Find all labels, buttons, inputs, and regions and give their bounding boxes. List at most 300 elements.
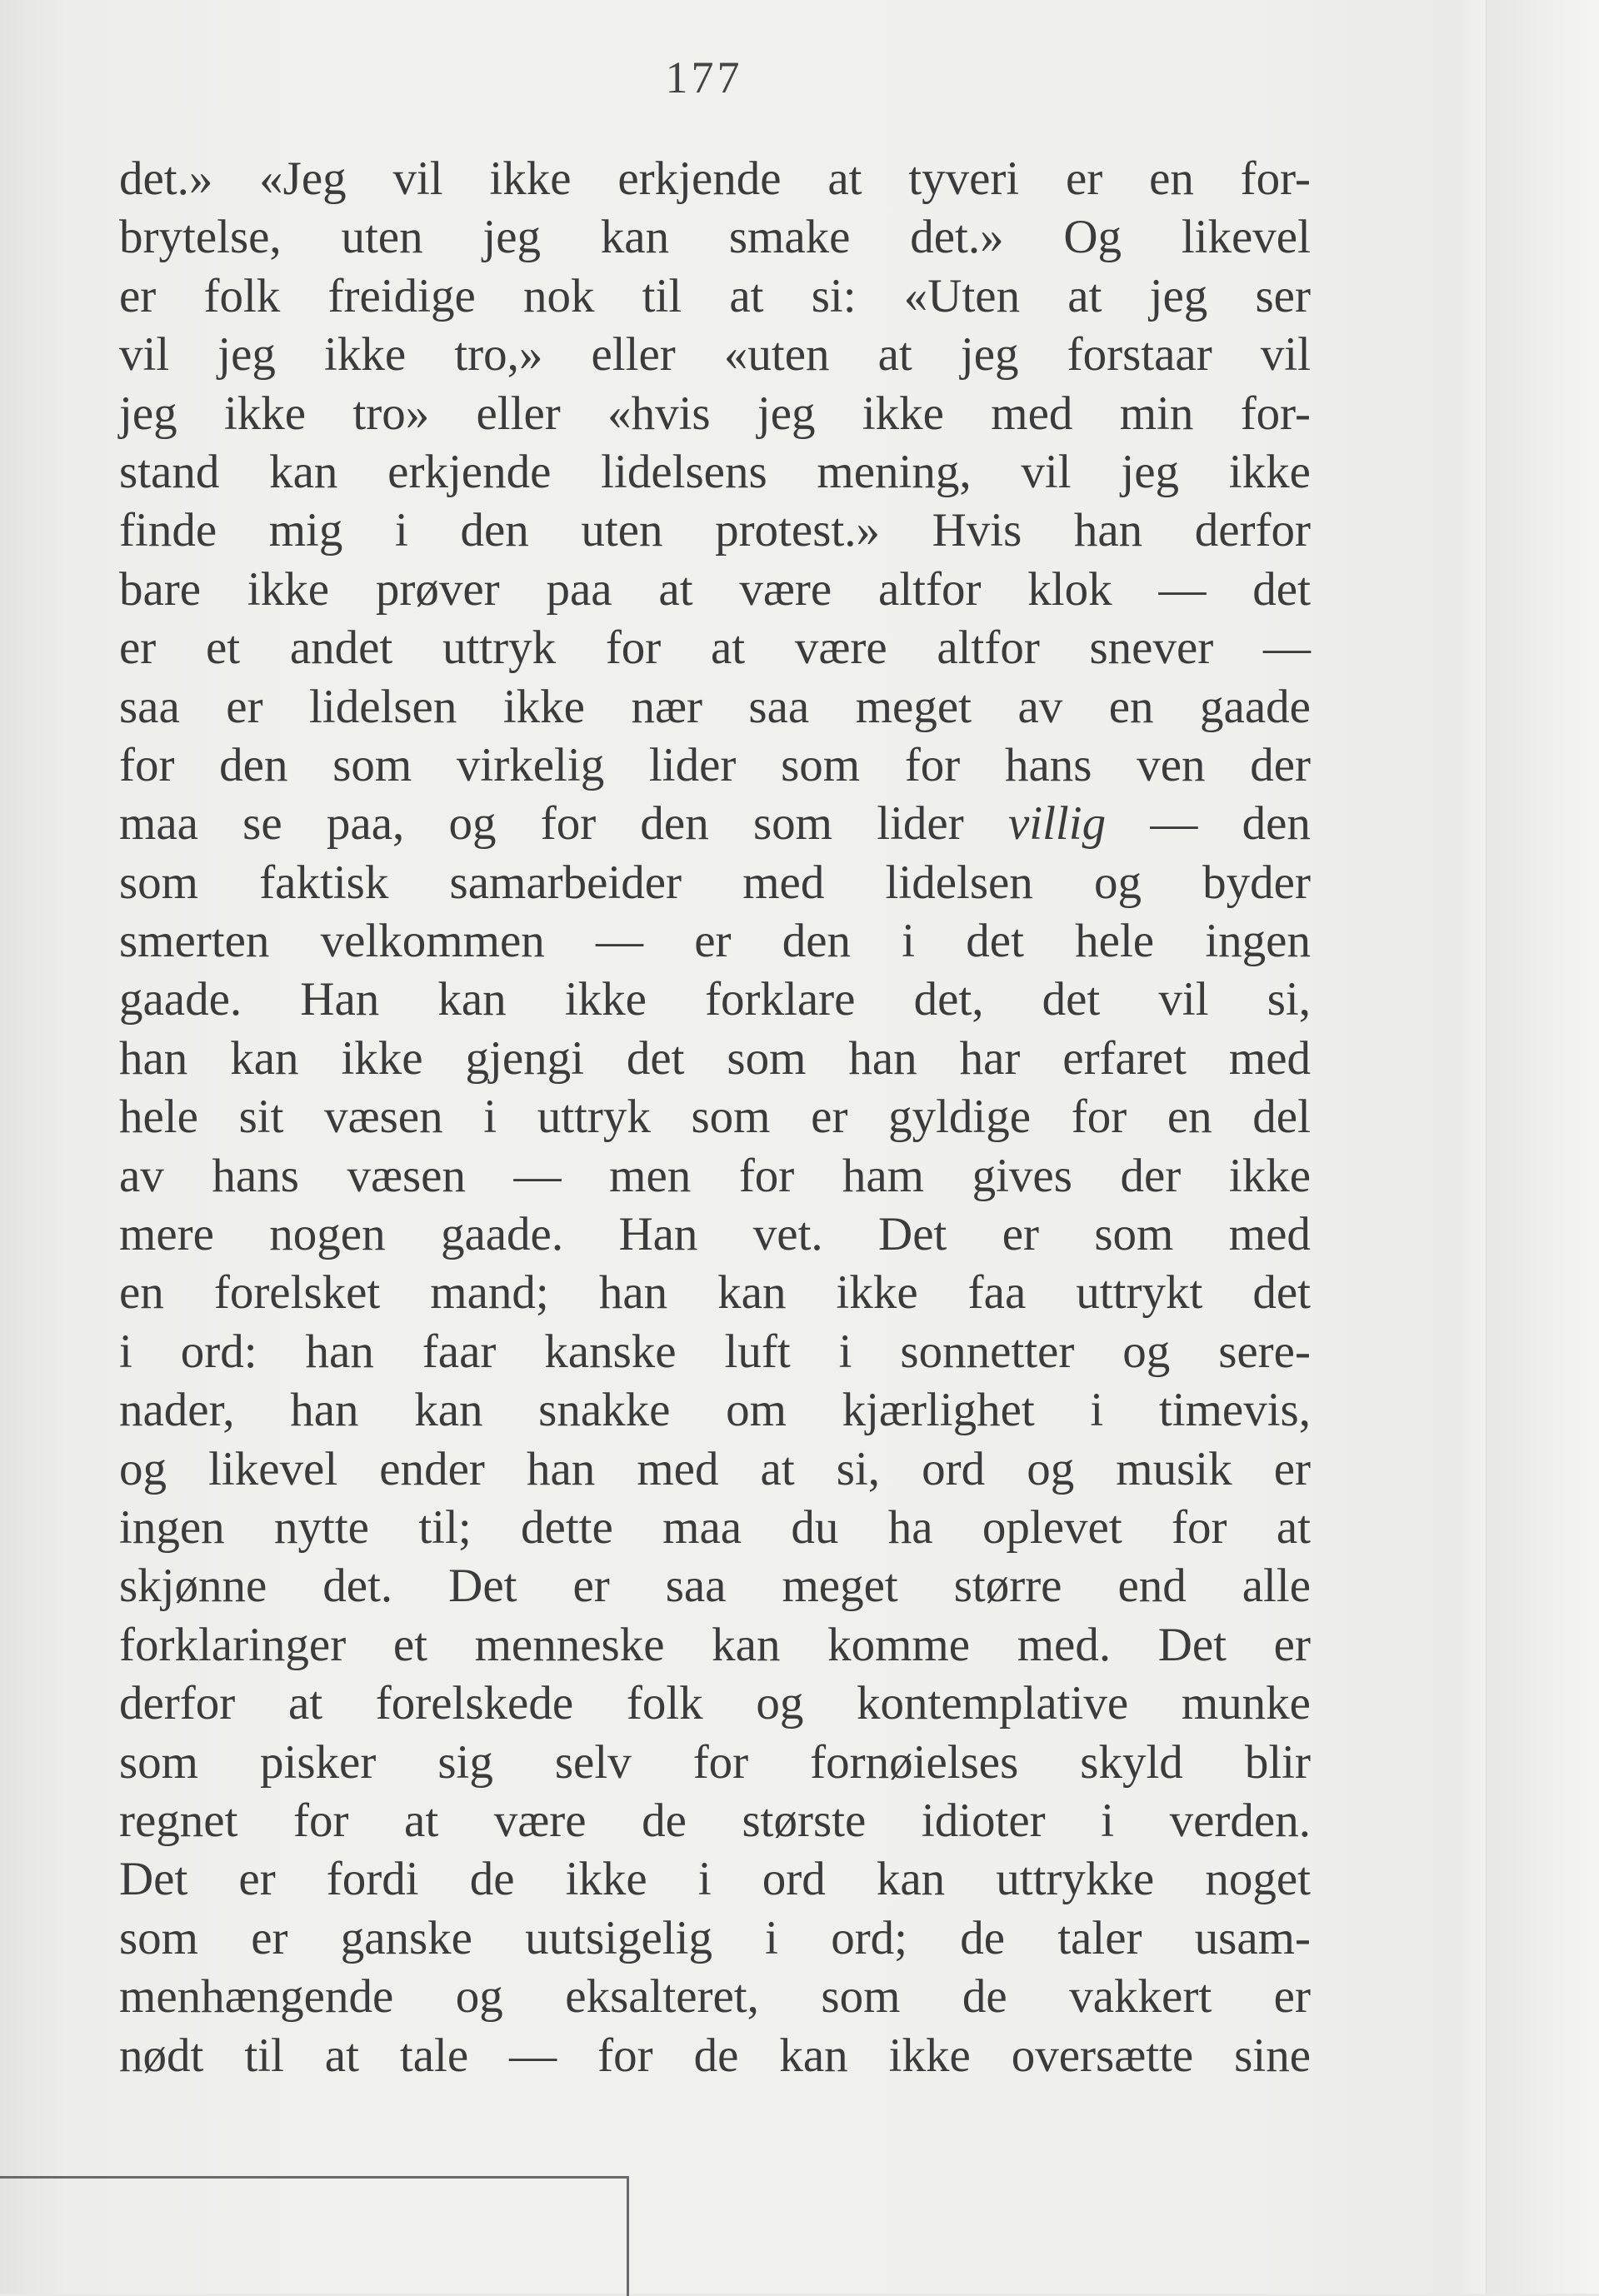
word: Det: [119, 1853, 188, 1906]
word: ord:: [180, 1325, 257, 1378]
word: gaade.: [440, 1208, 564, 1261]
word: er: [238, 1853, 276, 1906]
word: kontemplative: [857, 1677, 1129, 1730]
word: største: [742, 1794, 867, 1847]
word: den: [460, 504, 529, 557]
word: ikke: [489, 152, 572, 205]
word: —: [509, 2029, 557, 2082]
text-line: [119, 1440, 1311, 1499]
word: for: [605, 621, 662, 675]
word: er: [1066, 152, 1103, 205]
word: med: [1228, 1031, 1311, 1085]
word: skyld: [1080, 1735, 1183, 1789]
word: derfor: [1194, 504, 1311, 557]
word: og: [455, 1970, 503, 2024]
word: som: [332, 738, 412, 791]
word: en: [1149, 152, 1194, 205]
text-line: [119, 1147, 1311, 1205]
text-line: [119, 854, 1311, 912]
word: forelskede: [375, 1677, 574, 1730]
word: han: [1073, 504, 1143, 557]
word: maa: [119, 797, 198, 851]
word: som: [752, 797, 832, 851]
word: at: [1276, 1500, 1311, 1554]
text-line: [119, 1088, 1311, 1146]
word: prøver: [375, 562, 500, 616]
word: er: [1273, 1442, 1311, 1495]
text-line: [119, 971, 1311, 1029]
word: uttryk: [537, 1091, 651, 1144]
word: Hvis: [932, 504, 1022, 557]
word: uttrykke: [996, 1853, 1155, 1906]
word: ikke: [247, 562, 330, 616]
word: du: [791, 1500, 839, 1554]
word: ha: [887, 1500, 933, 1554]
word: for: [119, 738, 175, 791]
word: for-: [1240, 387, 1311, 440]
word: det.»: [910, 211, 1004, 264]
word: jeg: [1121, 445, 1179, 498]
word: —: [1150, 797, 1198, 851]
word: er: [572, 1560, 610, 1613]
word: vil: [1158, 973, 1209, 1026]
word: erkjende: [387, 445, 552, 498]
word: for: [692, 1735, 749, 1789]
word: folk: [203, 269, 281, 322]
word: kan: [600, 211, 670, 264]
word: han: [526, 1442, 596, 1495]
word: i: [697, 1853, 712, 1906]
word: vakkert: [1069, 1970, 1212, 2024]
word: være: [794, 621, 887, 675]
word: hele: [1075, 915, 1155, 968]
word: Det: [878, 1208, 947, 1261]
word: kan: [712, 1618, 781, 1671]
word: uten: [341, 211, 423, 264]
word: de: [962, 1970, 1007, 2024]
text-line: [119, 736, 1311, 795]
page-edge: [1486, 0, 1599, 2294]
word: ikke: [862, 387, 944, 440]
word: ord: [922, 1442, 986, 1495]
word: Han: [300, 973, 380, 1026]
word: ganske: [340, 1911, 472, 1964]
word: oplevet: [982, 1500, 1122, 1554]
word: lidelsens: [601, 445, 767, 498]
word: villig: [1007, 797, 1107, 851]
word: med: [991, 387, 1073, 440]
word: si,: [1267, 973, 1311, 1026]
word: ikke: [341, 1031, 423, 1085]
word: kan: [414, 1384, 483, 1437]
word: saa: [119, 680, 180, 733]
word: sig: [437, 1735, 493, 1789]
word: den: [782, 915, 852, 968]
word: av: [1017, 680, 1063, 733]
word: sere-: [1218, 1325, 1311, 1378]
word: blir: [1244, 1735, 1311, 1789]
word: kanske: [544, 1325, 677, 1378]
word: jeg: [1149, 269, 1208, 322]
word: smake: [728, 211, 851, 264]
word: dette: [521, 1500, 613, 1554]
word: klok: [1027, 562, 1112, 616]
word: at: [324, 2029, 359, 2082]
word: ingen: [119, 1500, 225, 1554]
word: mig: [268, 504, 343, 557]
word: finde: [119, 504, 217, 557]
word: i: [395, 504, 408, 557]
word: og: [756, 1677, 804, 1730]
word: —: [1262, 621, 1311, 675]
word: de: [642, 1794, 687, 1847]
word: til: [642, 269, 682, 322]
word: at: [287, 1677, 323, 1730]
page-number: 177: [665, 52, 743, 102]
word: mand;: [430, 1266, 549, 1320]
word: uttryk: [442, 621, 557, 675]
text-line: [119, 1499, 1311, 1557]
word: de: [469, 1853, 515, 1906]
text-line: [119, 326, 1311, 384]
word: ikke: [565, 1853, 647, 1906]
word: hele: [119, 1091, 198, 1144]
word: tro,»: [454, 328, 543, 382]
word: til;: [418, 1500, 472, 1554]
word: tro»: [352, 387, 430, 440]
word: som: [821, 1970, 901, 2024]
word: «Jeg: [259, 152, 347, 205]
word: si:: [811, 269, 857, 322]
word: vil: [392, 152, 443, 205]
word: saa: [748, 680, 810, 733]
word: vet.: [752, 1208, 823, 1261]
word: i: [483, 1091, 497, 1144]
text-line: [119, 1792, 1311, 1850]
word: likevel: [1181, 211, 1311, 264]
word: nok: [522, 269, 595, 322]
word: er: [119, 621, 157, 675]
word: det: [1252, 1266, 1311, 1320]
word: oversætte: [1011, 2029, 1194, 2082]
word: jeg: [960, 328, 1019, 382]
word: fornøielses: [810, 1735, 1019, 1789]
text-line: [119, 208, 1311, 267]
word: mening,: [817, 445, 972, 498]
word: av: [119, 1149, 164, 1202]
word: vil: [119, 328, 170, 382]
word: lidelsen: [885, 856, 1033, 909]
word: et: [205, 621, 241, 675]
word: med: [637, 1442, 719, 1495]
word: «Uten: [903, 269, 1021, 322]
word: jeg: [119, 387, 177, 440]
word: uutsigelig: [525, 1911, 712, 1964]
word: menhængende: [119, 1970, 394, 2024]
word: er: [119, 269, 157, 322]
word: det: [626, 1031, 685, 1085]
text-line: [119, 1264, 1311, 1322]
word: i: [119, 1325, 132, 1378]
text-line: [119, 1909, 1311, 1968]
word: tale: [399, 2029, 469, 2082]
word: erkjende: [617, 152, 782, 205]
word: ikke: [888, 2029, 971, 2082]
word: eller: [591, 328, 676, 382]
word: folk: [626, 1677, 703, 1730]
word: altfor: [878, 562, 982, 616]
word: væsen: [347, 1149, 466, 1202]
word: en: [119, 1266, 164, 1320]
word: for: [738, 1149, 795, 1202]
word: samarbeider: [449, 856, 682, 909]
word: at: [711, 621, 746, 675]
word: faktisk: [259, 856, 389, 909]
word: større: [953, 1560, 1062, 1613]
word: nær: [631, 680, 702, 733]
word: maa: [662, 1500, 742, 1554]
text-line: [119, 1381, 1311, 1440]
word: fordi: [326, 1853, 419, 1906]
word: jeg: [757, 387, 816, 440]
text-line: [119, 1205, 1311, 1264]
word: —: [595, 915, 643, 968]
word: stand: [119, 445, 220, 498]
word: og: [1122, 1325, 1171, 1378]
word: de: [960, 1911, 1006, 1964]
text-line: [119, 1557, 1311, 1615]
word: og: [1027, 1442, 1075, 1495]
word: er: [1273, 1970, 1311, 2024]
word: forklare: [705, 973, 856, 1026]
word: hans: [212, 1149, 299, 1202]
word: snever: [1089, 621, 1214, 675]
word: andet: [289, 621, 393, 675]
word: uttrykt: [1076, 1266, 1203, 1320]
word: gyldige: [888, 1091, 1032, 1144]
word: ikke: [324, 328, 407, 382]
word: eller: [476, 387, 561, 440]
word: en: [1167, 1091, 1212, 1144]
word: det: [1042, 973, 1101, 1026]
text-line: [119, 912, 1311, 971]
word: idioter: [921, 1794, 1046, 1847]
word: min: [1119, 387, 1194, 440]
word: ikke: [502, 680, 585, 733]
word: i: [1101, 1794, 1115, 1847]
word: pisker: [260, 1735, 377, 1789]
word: —: [513, 1149, 562, 1202]
word: er: [1002, 1208, 1039, 1261]
word: Og: [1063, 211, 1122, 264]
word: faa: [967, 1266, 1027, 1320]
word: ord;: [831, 1911, 908, 1964]
word: end: [1117, 1560, 1187, 1613]
word: regnet: [119, 1794, 238, 1847]
word: ingen: [1205, 915, 1311, 968]
word: bare: [119, 562, 202, 616]
word: faar: [422, 1325, 497, 1378]
word: at: [404, 1794, 439, 1847]
word: taler: [1057, 1911, 1142, 1964]
word: kan: [876, 1853, 946, 1906]
word: forstaar: [1067, 328, 1212, 382]
text-line: [119, 1734, 1311, 1792]
word: der: [1250, 738, 1311, 791]
word: et: [392, 1618, 427, 1671]
word: nader,: [119, 1384, 235, 1437]
word: det: [966, 915, 1024, 968]
word: mere: [119, 1208, 214, 1261]
library-label-frame: [0, 2176, 629, 2296]
word: noget: [1205, 1853, 1311, 1906]
text-line: [119, 1323, 1311, 1381]
word: likevel: [208, 1442, 338, 1495]
word: menneske: [474, 1618, 665, 1671]
text-line: [119, 443, 1311, 502]
word: erfaret: [1062, 1031, 1187, 1085]
word: munke: [1181, 1677, 1311, 1730]
word: meget: [855, 680, 972, 733]
word: han: [848, 1031, 917, 1085]
word: han: [119, 1031, 188, 1085]
word: om: [726, 1384, 787, 1437]
word: at: [760, 1442, 795, 1495]
word: for: [292, 1794, 349, 1847]
word: han: [305, 1325, 374, 1378]
word: er: [226, 680, 263, 733]
word: han: [290, 1384, 359, 1437]
word: at: [827, 152, 862, 205]
word: hans: [1005, 738, 1092, 791]
word: for: [904, 738, 961, 791]
word: gjengi: [465, 1031, 584, 1085]
word: brytelse,: [119, 211, 282, 264]
text-line: [119, 1616, 1311, 1675]
word: det,: [913, 973, 984, 1026]
word: alle: [1242, 1560, 1311, 1613]
word: væsen: [324, 1091, 443, 1144]
word: nødt: [119, 2029, 204, 2082]
word: de: [693, 2029, 739, 2082]
text-line: [119, 267, 1311, 326]
word: ikke: [564, 973, 647, 1026]
word: kan: [269, 445, 338, 498]
word: at: [877, 328, 912, 382]
word: paa,: [326, 797, 405, 851]
word: for-: [1240, 152, 1311, 205]
word: for: [1172, 1500, 1227, 1554]
word: er: [251, 1911, 288, 1964]
word: sit: [238, 1091, 284, 1144]
text-line: [119, 619, 1311, 677]
word: virkelig: [456, 738, 605, 791]
word: si,: [836, 1442, 881, 1495]
word: musik: [1116, 1442, 1232, 1495]
text-line: [119, 795, 1311, 853]
text-line: [119, 502, 1311, 560]
word: og: [119, 1442, 167, 1495]
word: verden.: [1169, 1794, 1311, 1847]
word: som: [1094, 1208, 1174, 1261]
word: luft: [724, 1325, 791, 1378]
word: det.»: [119, 152, 213, 205]
word: forklaringer: [119, 1618, 347, 1671]
word: nytte: [273, 1500, 369, 1554]
word: paa: [546, 562, 612, 616]
word: jeg: [482, 211, 541, 264]
word: den: [1242, 797, 1311, 851]
word: skjønne: [119, 1560, 267, 1613]
word: vil: [1260, 328, 1311, 382]
word: ikke: [1228, 1149, 1311, 1202]
word: er: [811, 1091, 848, 1144]
word: ikke: [836, 1266, 918, 1320]
word: som: [119, 856, 199, 909]
word: lidelsen: [309, 680, 457, 733]
word: er: [1273, 1618, 1311, 1671]
text-line: [119, 1675, 1311, 1733]
word: derfor: [119, 1677, 236, 1730]
word: det.: [322, 1560, 393, 1613]
word: tyveri: [908, 152, 1020, 205]
word: en: [1108, 680, 1154, 733]
word: den: [219, 738, 288, 791]
text-line: [119, 2027, 1311, 2085]
word: den: [640, 797, 709, 851]
word: eksalteret,: [565, 1970, 759, 2024]
word: komme: [827, 1618, 971, 1671]
text-line: [119, 150, 1311, 208]
text-line: [119, 1968, 1311, 2026]
word: gives: [972, 1149, 1072, 1202]
word: altfor: [937, 621, 1040, 675]
word: som: [119, 1735, 199, 1789]
word: se: [242, 797, 282, 851]
word: timevis,: [1158, 1384, 1311, 1437]
word: med: [742, 856, 825, 909]
word: at: [729, 269, 764, 322]
word: gaade.: [119, 973, 242, 1026]
word: «uten: [723, 328, 830, 382]
text-line: [119, 561, 1311, 619]
word: Det: [1157, 1618, 1227, 1671]
word: kan: [437, 973, 507, 1026]
word: med: [1228, 1208, 1311, 1261]
word: for: [540, 797, 597, 851]
word: saa: [665, 1560, 727, 1613]
word: at: [658, 562, 693, 616]
word: være: [493, 1794, 587, 1847]
word: sonnetter: [900, 1325, 1075, 1378]
word: ser: [1255, 269, 1311, 322]
word: for: [597, 2029, 653, 2082]
word: og: [1093, 856, 1142, 909]
word: har: [959, 1031, 1021, 1085]
text-line: [119, 1030, 1311, 1088]
word: velkommen: [320, 915, 545, 968]
word: at: [1067, 269, 1102, 322]
word: der: [1120, 1149, 1182, 1202]
word: i: [838, 1325, 852, 1378]
word: for: [1071, 1091, 1127, 1144]
word: han: [598, 1266, 668, 1320]
word: er: [694, 915, 732, 968]
word: være: [739, 562, 832, 616]
word: lider: [877, 797, 964, 851]
word: snakke: [538, 1384, 671, 1437]
body-text: [119, 150, 1311, 2085]
